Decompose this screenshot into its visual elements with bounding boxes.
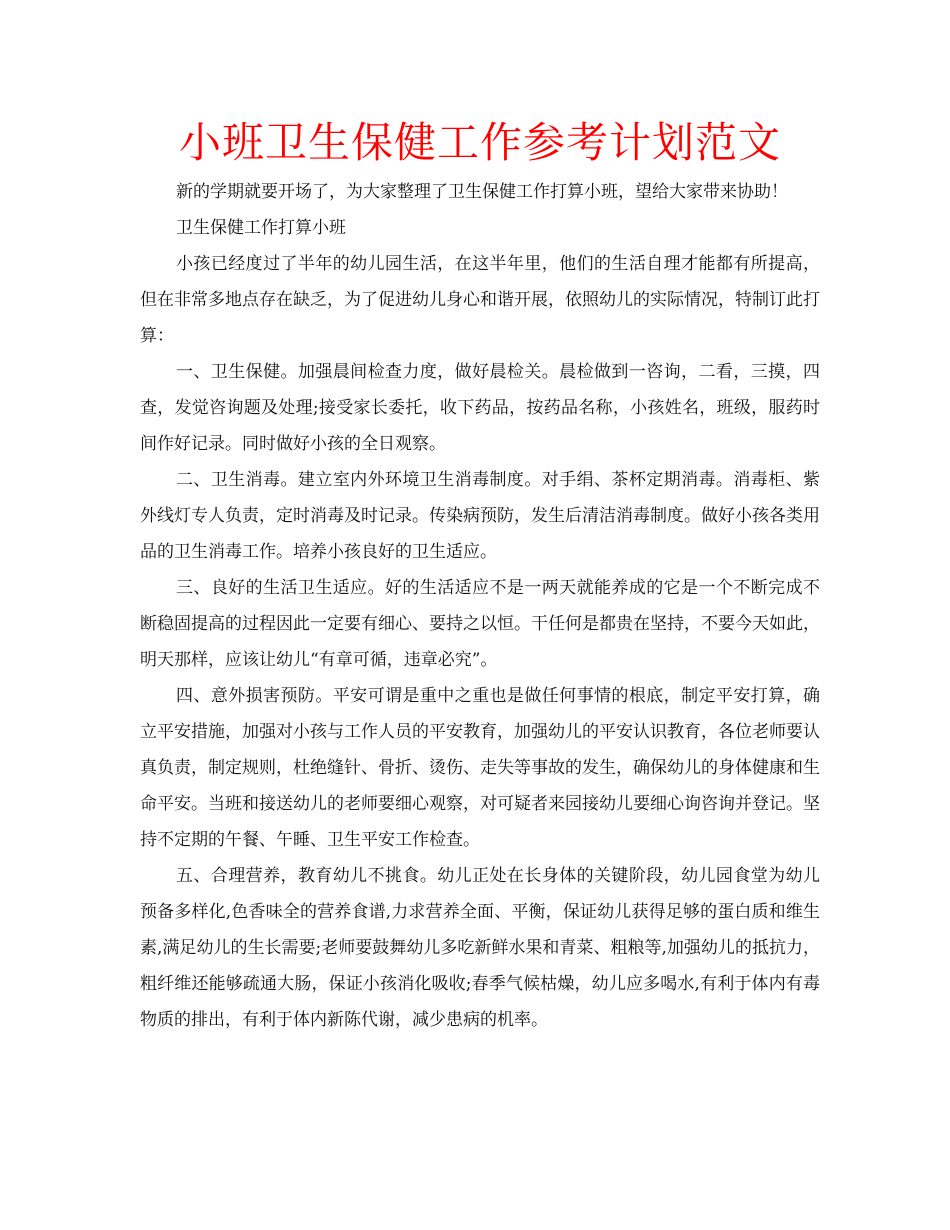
subheading-paragraph: 卫生保健工作打算小班 xyxy=(176,218,346,238)
intro-paragraph: 新的学期就要开场了，为大家整理了卫生保健工作打算小班，望给大家带来协助！ xyxy=(176,182,788,202)
section-health-care-paragraph: 一、卫生保健。加强晨间检查力度，做好晨检关。晨检做到一咨询，二看，三摸，四查，发觉咨询题及处理;接受家长委托，收下药品，按药品名称，小孩姓名，班级，服药时间作好记录。同时做好小孩的全日观察。 xyxy=(140,362,820,454)
document-title: 小班卫生保健工作参考计划范文 xyxy=(178,118,781,167)
section-disinfection-paragraph: 二、卫生消毒。建立室内外环境卫生消毒制度。对手绢、茶杯定期消毒。消毒柜、紫外线灯专人负责，定时消毒及时记录。传染病预防，发生后清洁消毒制度。做好小孩各类用品的卫生消毒工作。培养小孩良好的卫生适应。 xyxy=(140,470,820,562)
overview-paragraph: 小孩已经度过了半年的幼儿园生活，在这半年里，他们的生活自理才能都有所提高，但在非常多地点存在缺乏，为了促进幼儿身心和谐开展，依照幼儿的实际情况，特制订此打算： xyxy=(140,254,820,346)
section-injury-prevention-paragraph: 四、意外损害预防。平安可谓是重中之重也是做任何事情的根底，制定平安打算，确立平安措施，加强对小孩与工作人员的平安教育，加强幼儿的平安认识教育，各位老师要认真负责，制定规则，杜绝缝针、骨折、烫伤、走失等事故的发生，确保幼儿的身体健康和生命平安。当班和接送幼儿的老师要细心观察，对可疑者来园接幼儿要细心询咨询并登记。坚持不定期的午餐、午睡、卫生平安工作检查。 xyxy=(140,686,820,850)
section-nutrition-paragraph: 五、合理营养，教育幼儿不挑食。幼儿正处在长身体的关键阶段，幼儿园食堂为幼儿预备多样化,色香味全的营养食谱,力求营养全面、平衡，保证幼儿获得足够的蛋白质和维生素,满足幼儿的生长需要;老师要鼓舞幼儿多吃新鲜水果和青菜、粗粮等,加强幼儿的抵抗力，粗纤维还能够疏通大肠，保证小孩消化吸收;春季气候枯燥，幼儿应多喝水,有利于体内有毒物质的排出，有利于体内新陈代谢，减少患病的机率。 xyxy=(140,866,820,1030)
document-page xyxy=(140,112,820,1038)
section-hygiene-habits-paragraph: 三、良好的生活卫生适应。好的生活适应不是一两天就能养成的它是一个不断完成不断稳固提高的过程因此一定要有细心、要持之以恒。干任何是都贵在坚持，不要今天如此，明天那样，应该让幼儿“有章可循，违章必究”。 xyxy=(140,578,820,670)
